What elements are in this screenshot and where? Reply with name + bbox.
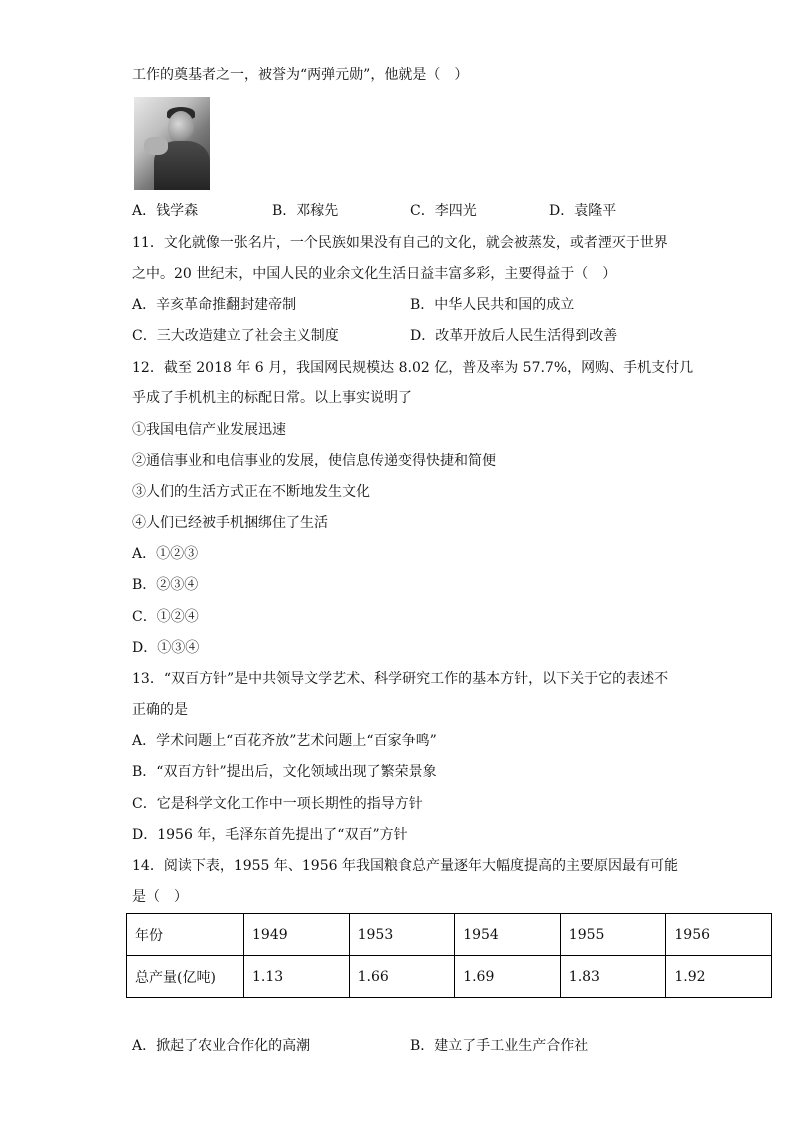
table-row (127, 914, 772, 956)
q13-option-d[interactable]: D．1956 年，毛泽东首先提出了“双百”方针 (132, 827, 408, 843)
q13-option-c[interactable]: C．它是科学文化工作中一项长期性的指导方针 (132, 796, 423, 812)
grain-output-table (126, 913, 772, 998)
table-cell: 1.13 (244, 956, 350, 998)
q14-stem-line2: 是（ ） (132, 889, 188, 905)
q11-option-d[interactable]: D．改革开放后人民生活得到改善 (410, 328, 618, 344)
q10-stem: 工作的奠基者之一，被誉为“两弹元勋”，他就是（ ） (132, 67, 469, 83)
q14-option-a[interactable]: A．掀起了农业合作化的高潮 (132, 1038, 311, 1054)
q12-option-b[interactable]: B．②③④ (132, 577, 199, 593)
q13-stem-line2: 正确的是 (132, 702, 188, 718)
table-cell: 1.66 (349, 956, 455, 998)
q14-stem-line1: 14．阅读下表，1955 年、1956 年我国粮食总产量逐年大幅度提高的主要原因最有可能 (132, 858, 678, 874)
q12-item-4: ④人们已经被手机捆绑住了生活 (132, 515, 328, 531)
q10-option-b[interactable]: B．邓稼先 (272, 203, 339, 219)
q12-item-2: ②通信事业和电信事业的发展，使信息传递变得快捷和简便 (132, 453, 496, 469)
q12-stem-line1: 12．截至 2018 年 6 月，我国网民规模达 8.02 亿，普及率为 57.7%，网购、手机支付几 (132, 360, 694, 376)
table-cell: 1949 (244, 914, 350, 956)
q12-item-1: ①我国电信产业发展迅速 (132, 422, 286, 438)
q10-option-c[interactable]: C．李四光 (410, 203, 477, 219)
q12-item-3: ③人们的生活方式正在不断地发生文化 (132, 484, 370, 500)
table-cell: 1955 (560, 914, 666, 956)
table-cell: 1.83 (560, 956, 666, 998)
table-row (127, 956, 772, 998)
q11-stem-line1: 11．文化就像一张名片，一个民族如果没有自己的文化，就会被蒸发，或者湮灭于世界 (132, 235, 668, 251)
q14-option-b[interactable]: B．建立了手工业生产合作社 (410, 1038, 589, 1054)
q12-option-d[interactable]: D．①③④ (132, 640, 200, 656)
q13-option-b[interactable]: B．“双百方针”提出后，文化领域出现了繁荣景象 (132, 764, 437, 780)
portrait-photo (134, 97, 210, 190)
table-cell: 1.92 (666, 956, 772, 998)
table-cell: 1956 (666, 914, 772, 956)
q10-option-a[interactable]: A．钱学森 (132, 203, 199, 219)
q11-option-b[interactable]: B．中华人民共和国的成立 (410, 297, 575, 313)
q11-option-c[interactable]: C．三大改造建立了社会主义制度 (132, 328, 339, 344)
q11-stem-line2: 之中。20 世纪末，中国人民的业余文化生活日益丰富多彩，主要得益于（ ） (132, 266, 617, 282)
q13-option-a[interactable]: A．学术问题上“百花齐放”艺术问题上“百家争鸣” (132, 733, 437, 749)
q12-stem-line2: 乎成了手机机主的标配日常。以上事实说明了 (132, 390, 412, 406)
q11-option-a[interactable]: A．辛亥革命推翻封建帝制 (132, 297, 297, 313)
q12-option-c[interactable]: C．①②④ (132, 609, 199, 625)
table-cell: 年份 (127, 914, 244, 956)
q10-option-d[interactable]: D．袁隆平 (549, 203, 617, 219)
table-cell: 1954 (455, 914, 561, 956)
q12-option-a[interactable]: A．①②③ (132, 546, 199, 562)
q13-stem-line1: 13．“双百方针”是中共领导文学艺术、科学研究工作的基本方针，以下关于它的表述不 (132, 671, 669, 687)
table-cell: 总产量(亿吨) (127, 956, 244, 998)
table-cell: 1.69 (455, 956, 561, 998)
table-cell: 1953 (349, 914, 455, 956)
